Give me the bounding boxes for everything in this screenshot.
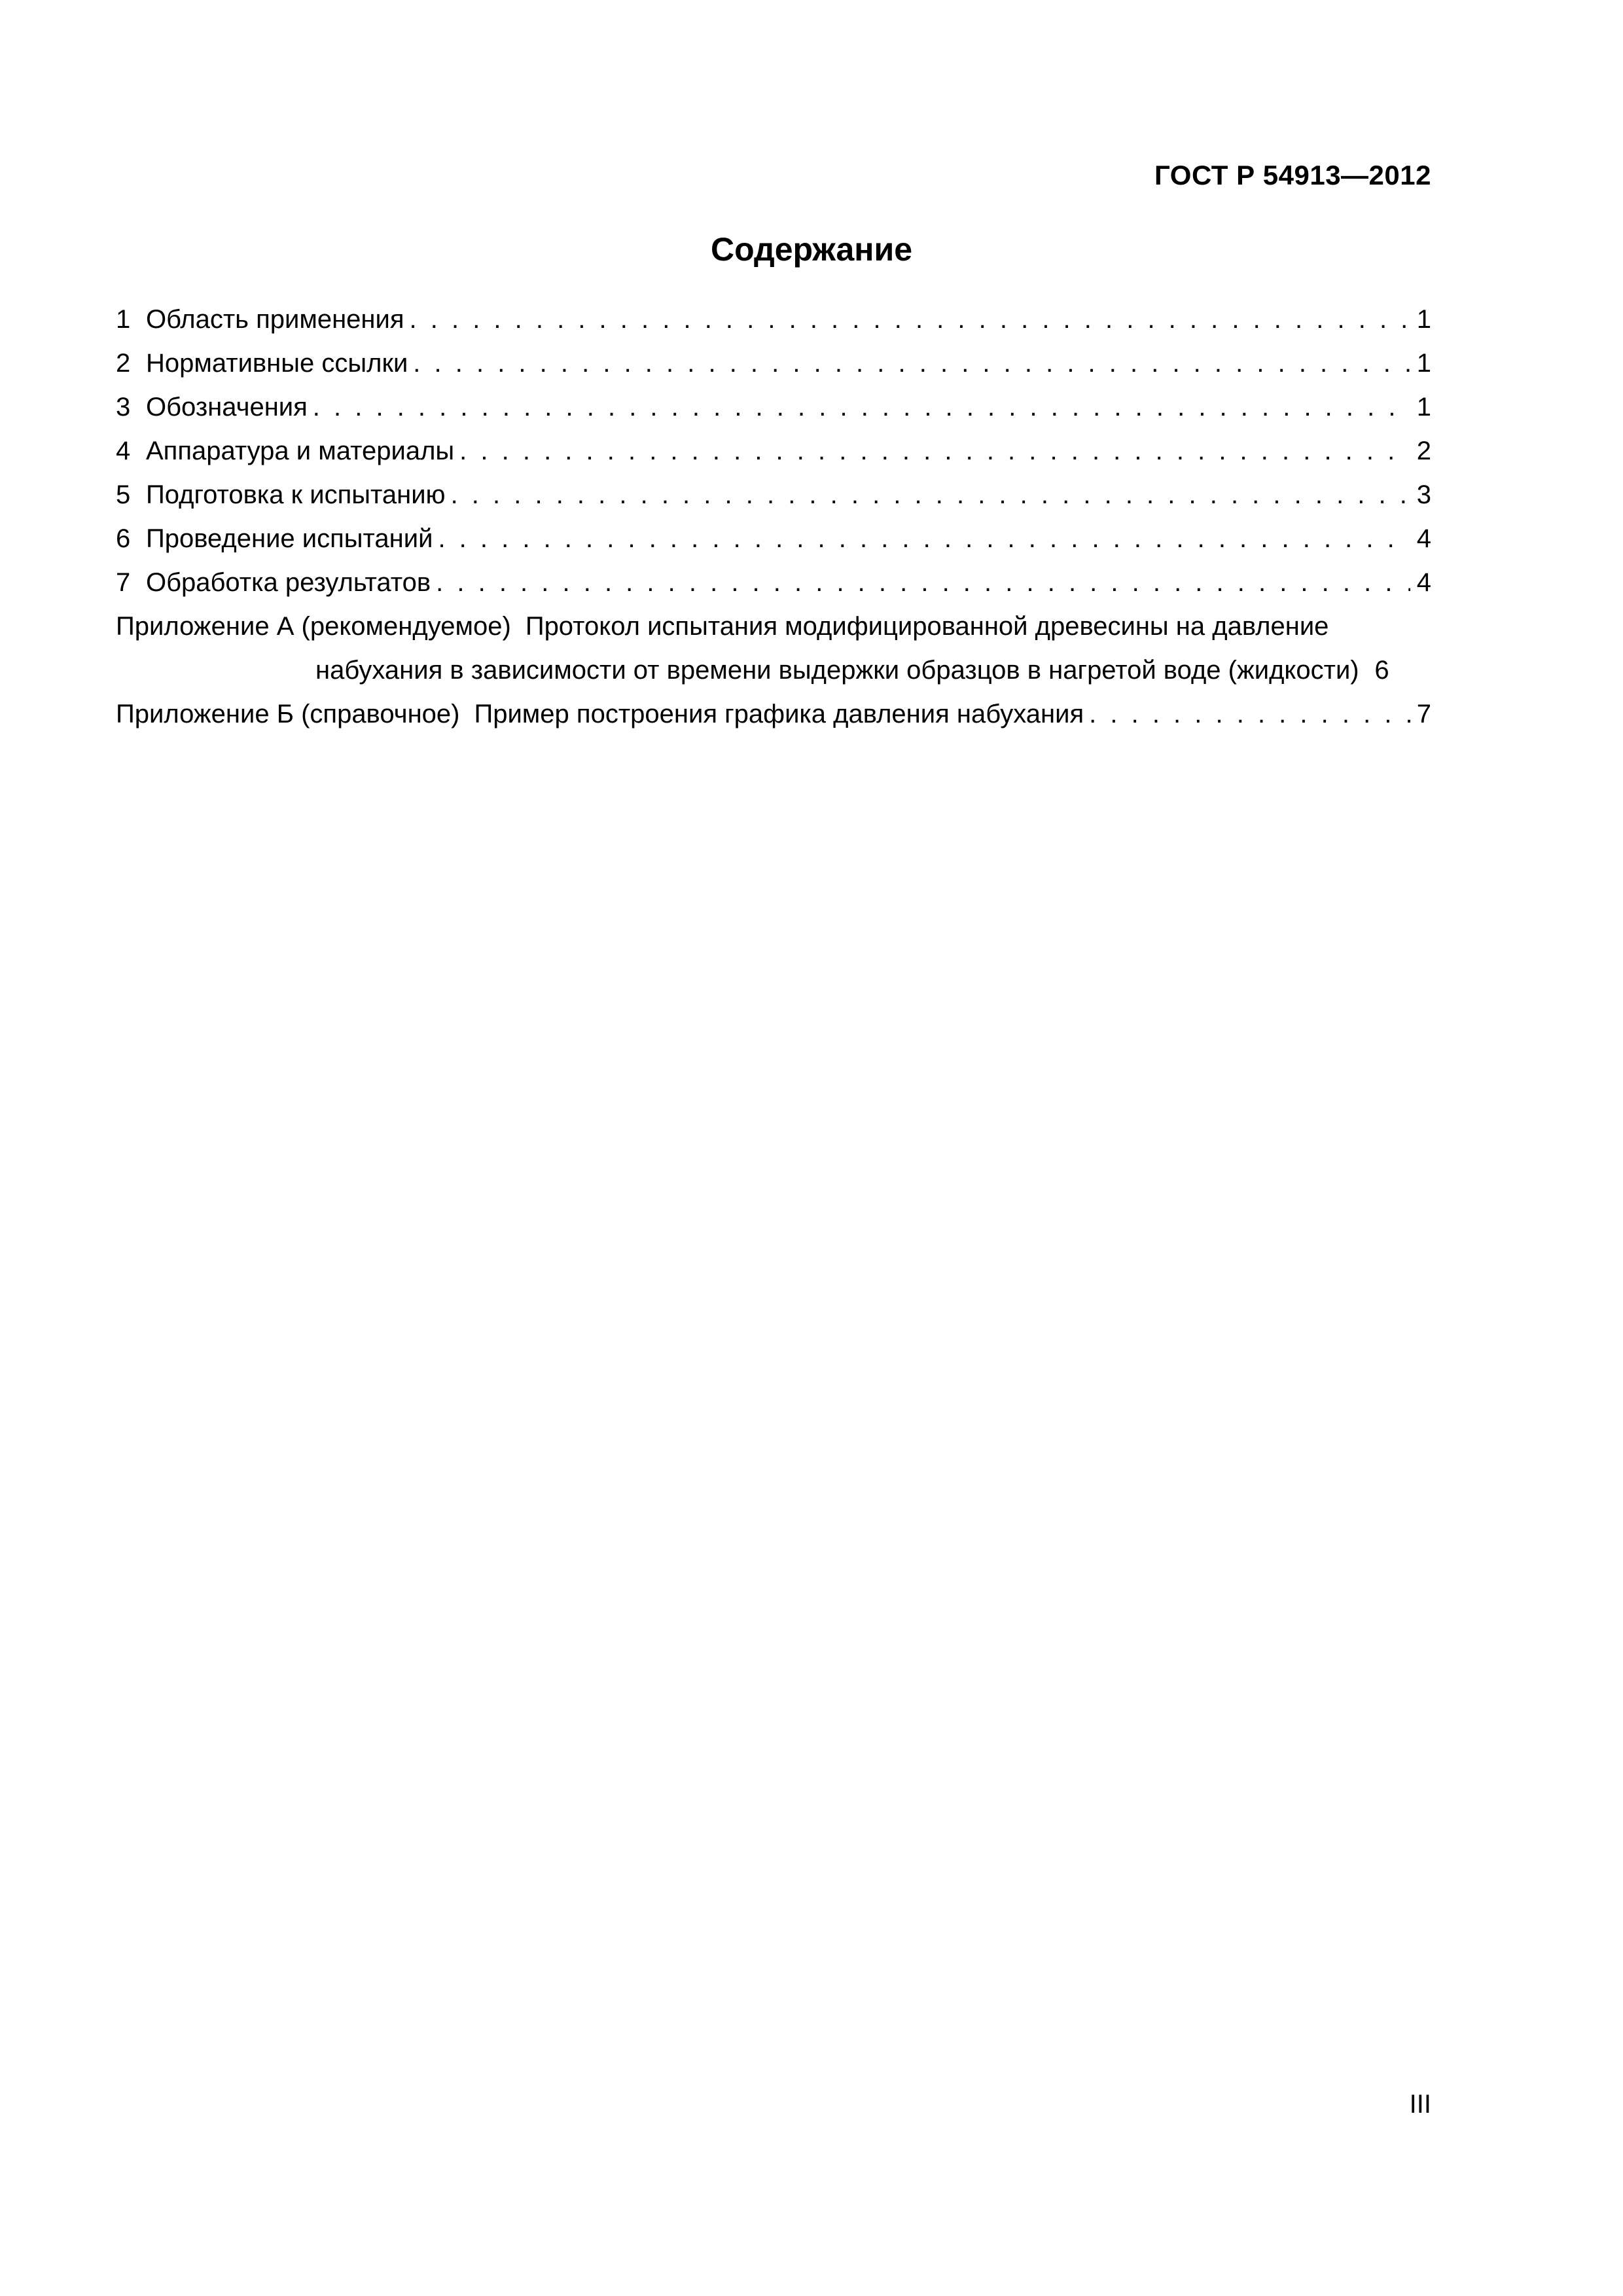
toc-item-label: Обработка результатов: [146, 568, 431, 597]
document-number: ГОСТ Р 54913—2012: [1154, 160, 1431, 190]
toc-dot-leader: [438, 517, 1410, 561]
toc-dot-leader: [1089, 692, 1410, 736]
toc-dot-leader: [413, 342, 1410, 386]
toc-item-number: 3: [116, 393, 131, 422]
toc-item-number: 4: [116, 437, 131, 465]
toc-dot-leader: [410, 298, 1410, 342]
toc-item[interactable]: [116, 473, 1431, 517]
toc-item[interactable]: [116, 342, 1431, 386]
toc-item-page: 2: [1416, 437, 1431, 465]
toc-item-number: 5: [116, 480, 131, 509]
toc-item-page: 4: [1416, 524, 1431, 553]
toc-item[interactable]: [116, 386, 1431, 429]
appendix-a-designation: Приложение А (рекомендуемое): [116, 612, 511, 641]
toc-item-page: 3: [1416, 480, 1431, 509]
toc-item-number: 1: [116, 305, 131, 334]
page-number: III: [1409, 2090, 1431, 2119]
toc-item-label: Аппаратура и материалы: [146, 437, 455, 465]
toc-item-label: Нормативные ссылки: [146, 349, 408, 378]
appendix-b-designation: Приложение Б (справочное): [116, 700, 460, 728]
table-of-contents: [116, 298, 1431, 736]
toc-item-label: Подготовка к испытанию: [146, 480, 446, 509]
appendix-a-title-line2: набухания в зависимости от времени выдержки образцов в нагретой воде (жидкости): [315, 656, 1359, 685]
toc-item-number: 7: [116, 568, 131, 597]
toc-item-page: 1: [1416, 349, 1431, 378]
toc-dot-leader: [451, 473, 1410, 517]
toc-dot-leader: [436, 561, 1410, 605]
appendix-b-title: Пример построения графика давления набухания: [474, 700, 1084, 728]
toc-item[interactable]: [116, 517, 1431, 561]
appendix-a-title-line1: Протокол испытания модифицированной древесины на давление: [525, 612, 1329, 641]
toc-item[interactable]: [116, 561, 1431, 605]
appendix-a-line1: [116, 605, 1431, 649]
toc-item[interactable]: [116, 298, 1431, 342]
toc-item-page: 1: [1416, 305, 1431, 334]
toc-appendix-b[interactable]: [116, 692, 1431, 736]
toc-dot-leader: [313, 386, 1410, 429]
toc-item[interactable]: [116, 429, 1431, 473]
toc-item-page: 6: [1374, 656, 1389, 685]
toc-item-page: 4: [1416, 568, 1431, 597]
toc-item-page: 1: [1416, 393, 1431, 422]
toc-dot-leader: [459, 429, 1410, 473]
appendix-a-line2: [116, 649, 1431, 692]
toc-item-label: Обозначения: [146, 393, 308, 422]
toc-item-number: 6: [116, 524, 131, 553]
toc-item-page: 7: [1416, 700, 1431, 728]
toc-item-label: Проведение испытаний: [146, 524, 433, 553]
toc-appendix-a[interactable]: [116, 605, 1431, 692]
toc-title: Содержание: [710, 231, 913, 268]
toc-item-label: Область применения: [146, 305, 404, 334]
toc-item-number: 2: [116, 349, 131, 378]
